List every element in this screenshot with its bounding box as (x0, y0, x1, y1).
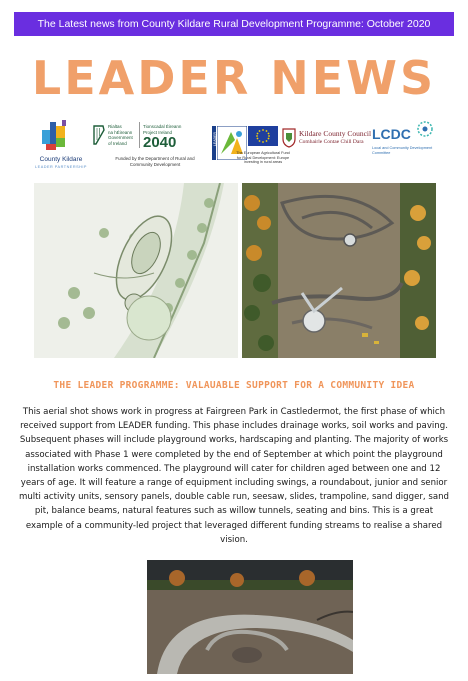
gov-line1: Rialtas (108, 124, 122, 129)
lcdc-circle-icon (416, 120, 434, 138)
section-heading: THE LEADER PROGRAMME: VALAUABLE SUPPORT FOR A COMMUNITY IDEA (53, 380, 415, 391)
ckldp-mark-icon (32, 118, 84, 158)
p2040-number: 2040 (143, 134, 177, 151)
p2040-line2: Project Ireland (143, 129, 173, 135)
logo-divider (139, 122, 140, 148)
gov-line4: of Ireland (108, 140, 127, 146)
eu-fund-text: The European Agricultural Fund for Rural Development: Europe investing in rural areas (236, 151, 290, 164)
lcdc-name: LCDC (372, 126, 411, 142)
kcc-irish-name: Comhairle Contae Chill Dara (299, 139, 364, 145)
government-project-2040-logo (92, 118, 202, 174)
leader-label: LEADER (213, 132, 217, 147)
park-paving-photo (147, 560, 353, 674)
banner-text: The Latest news from County Kildare Rural Development Programme: October 2020 (37, 18, 431, 30)
newsletter-banner (14, 12, 454, 36)
ckldp-name: County Kildare (39, 156, 83, 163)
kildare-county-council-logo (282, 118, 374, 174)
lcdc-sub: Local and Community Development Committee (372, 146, 433, 155)
park-aerial-photo (242, 183, 436, 358)
eu-flag-icon (248, 126, 278, 146)
gov-line2: na hÉireann (108, 129, 133, 135)
kcc-name: Kildare County Council (299, 129, 372, 138)
funded-by-text: Funded by the Department of Rural and Community Development (115, 156, 195, 167)
park-design-plan-image (34, 183, 238, 358)
article-body: This aerial shot shows work in progress at Fairgreen Park in Castledermot, the first phase of which received support from LEADER funding. This phase includes drainage works, soil works and paving. Subsequent phases will include playground works, hardscaping and planting. The majority of works associated with Phase 1 were completed by the end of September at which point the playground installation works commenced. The playground will cater for children aged between one and 12 years of age. It will feature a range of equipment including swings, a roundabout, junior and senior multi activity units, sensory panels, double cable run, seesaw, slides, trampoline, sand digger, sand pit, balance beams, natural features such as willow tunnels, seating and bins. This is a great example of a community-led project that leveraged different funding streams to realise a shared vision. (18, 407, 450, 545)
partner-logos-strip (30, 118, 440, 174)
harp-icon (92, 124, 106, 146)
council-crest-icon (282, 128, 296, 148)
ckldp-sub: LEADER PARTNERSHIP (35, 165, 87, 169)
eu-agricultural-fund-logo (236, 118, 290, 174)
newsletter-title: LEADER NEWS (31, 51, 437, 105)
lcdc-logo (372, 118, 438, 174)
gov-line3: Government (108, 135, 133, 140)
county-kildare-logo (32, 118, 87, 174)
p2040-line1: Tionscadal Éireann (143, 124, 182, 129)
